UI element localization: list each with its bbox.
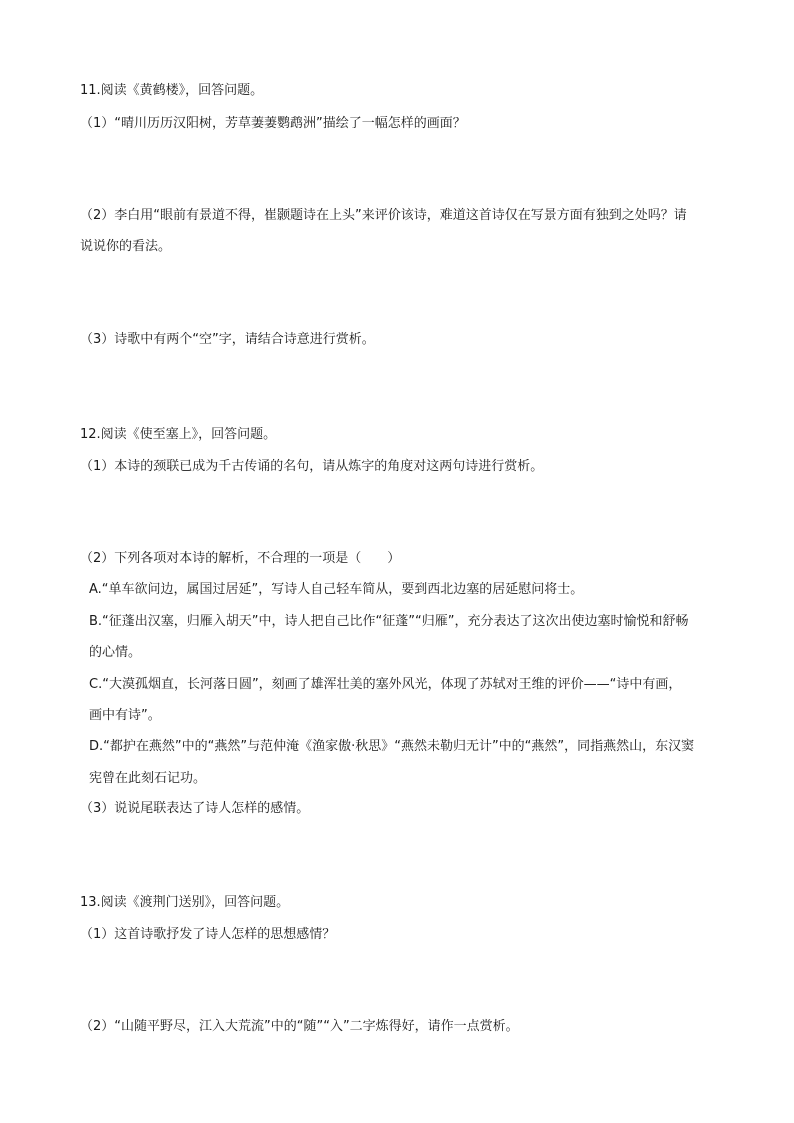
option-d: D.“都护在燕然”中的“燕然”与范仲淹《渔家傲·秋思》“燕然未勒归无计”中的“燕然”，同指燕然山，东汉窦 [89,739,695,754]
option-a: A.“单车欲问边，属国过居延”，写诗人自己轻车简从，要到西北边塞的居延慰问将士。 [89,582,584,597]
question-12-part-2: （2）下列各项对本诗的解析，不合理的一项是（ ） [80,551,401,566]
option-b-cont: 的心情。 [89,645,142,660]
question-11-part-3: （3）诗歌中有两个“空”字，请结合诗意进行赏析。 [80,332,375,347]
question-13-part-1: （1）这首诗歌抒发了诗人怎样的思想感情？ [80,927,336,942]
question-11-part-2-cont: 说说你的看法。 [80,239,172,254]
question-11-title: 11.阅读《黄鹤楼》，回答问题。 [80,83,264,98]
option-c: C.“大漠孤烟直，长河落日圆”，刻画了雄浑壮美的塞外风光，体现了苏轼对王维的评价——“诗中有画， [89,677,682,692]
option-d-cont: 宪曾在此刻石记功。 [89,771,207,786]
question-11-part-2: （2）李白用“眼前有景道不得，崔颢题诗在上头”来评价该诗，难道这首诗仅在写景方面有独到之处吗？请 [80,208,687,223]
question-12-part-3: （3）说说尾联表达了诗人怎样的感情。 [80,801,310,816]
question-12-part-1: （1）本诗的颈联已成为千古传诵的名句，请从炼字的角度对这两句诗进行赏析。 [80,459,544,474]
question-13-title: 13.阅读《渡荆门送别》，回答问题。 [80,895,290,910]
question-13-part-2: （2）“山随平野尽，江入大荒流”中的“随”“入”二字炼得好，请作一点赏析。 [80,1019,519,1034]
question-12-title: 12.阅读《使至塞上》，回答问题。 [80,427,277,442]
option-c-cont: 画中有诗”。 [89,708,161,723]
question-11-part-1: （1）“晴川历历汉阳树，芳草萋萋鹦鹉洲”描绘了一幅怎样的画面？ [80,116,466,131]
option-b: B.“征蓬出汉塞，归雁入胡天”中，诗人把自己比作“征蓬”“归雁”，充分表达了这次出使边塞时愉悦和舒畅 [89,614,689,629]
